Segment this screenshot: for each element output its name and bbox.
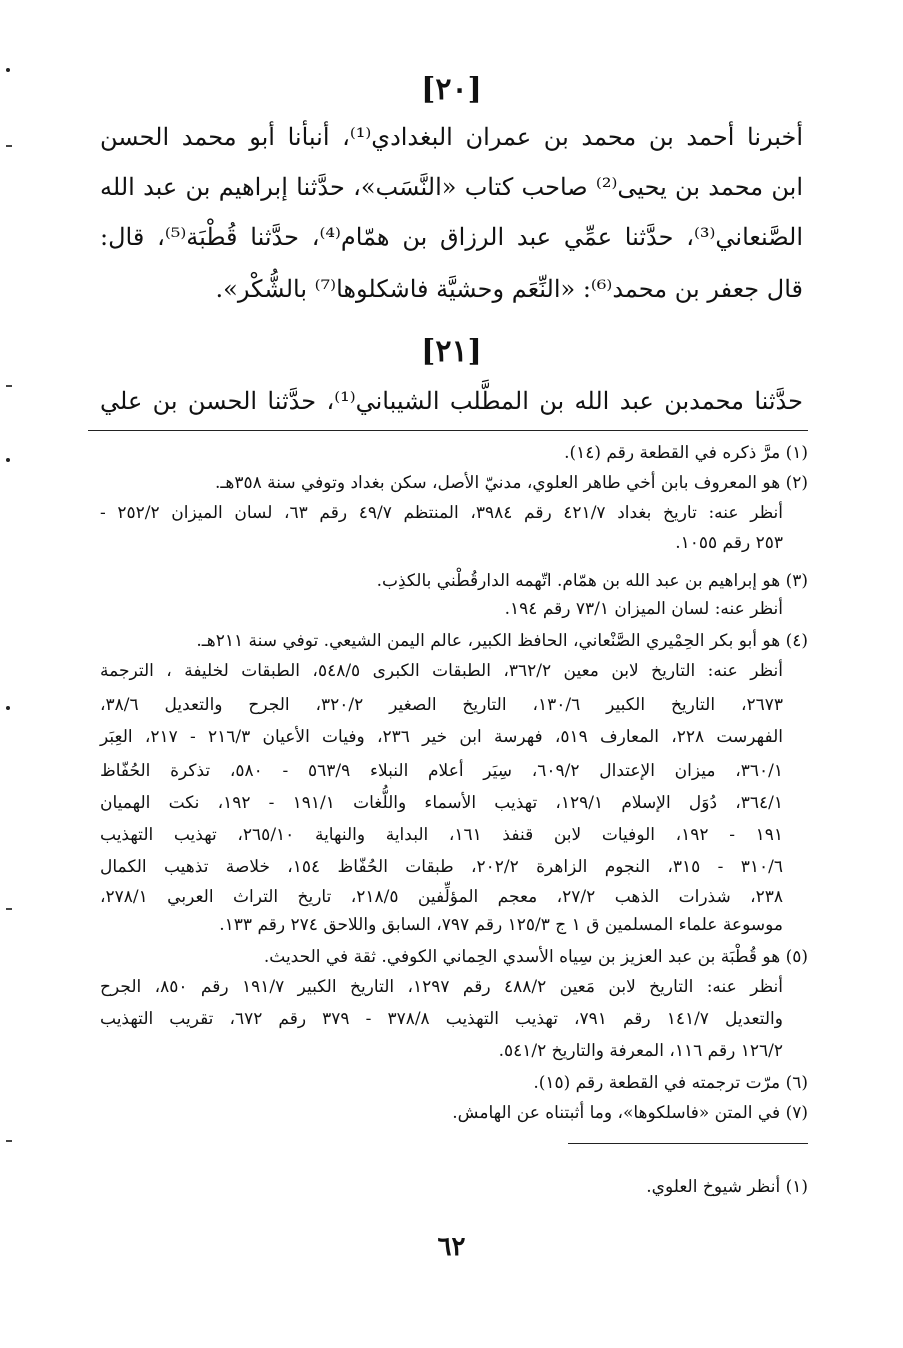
footnote-line: والتعديل ١٤١/٧ رقم ٧٩١، تهذيب التهذيب ٣٧٨/٨ - ٣٧٩ رقم ٦٧٢، تقريب التهذيب <box>100 1009 783 1029</box>
footnote-separator-short <box>568 1143 808 1144</box>
section-heading: [٢١] <box>421 334 482 369</box>
footnote-line: ٢٥٣ رقم ١٠٥٥. <box>675 533 783 553</box>
footnote-line: أنظر عنه: تاريخ بغداد ٤٢١/٧ رقم ٣٩٨٤، المنتظم ٤٩/٧ رقم ٦٣، لسان الميزان ٢٥٢/٢ - <box>100 503 783 523</box>
footnote-line: ٢٣٨، شذرات الذهب ٢٧/٢، معجم المؤلِّفين ٢١٨/٥، تاريخ التراث العربي ٢٧٨/١، <box>100 887 783 907</box>
margin-dot <box>6 458 10 462</box>
footnote-line: ٢٦٧٣، التاريخ الكبير ١٣٠/٦، التاريخ الصغير ٣٢٠/٢، الجرح والتعديل ٣٨/٦، <box>100 695 783 715</box>
section-heading: [٢٠] <box>421 72 482 107</box>
footnote-line: (١) مرَّ ذكره في القطعة رقم (١٤). <box>564 443 808 463</box>
footnote-line: ٣١٠/٦ - ٣١٥، النجوم الزاهرة ٢٠٢/٢، طبقات الحُفّاظ ١٥٤، خلاصة تذهيب الكمال <box>100 857 783 877</box>
footnote-line: ٣٦٤/١، دُوَل الإسلام ١٢٩/١، تهذيب الأسماء واللُّغات ١٩١/١ - ١٩٢، نكت الهميان <box>100 793 783 813</box>
footnote-line: (٥) هو قُطْبَة بن عبد العزيز بن سِياه الأسدي الحِماني الكوفي. ثقة في الحديث. <box>263 947 808 967</box>
footnote-line: موسوعة علماء المسلمين ق ١ ج ١٢٥/٣ رقم ٧٩٧، السابق واللاحق ٢٧٤ رقم ١٣٣. <box>219 915 783 935</box>
footnote-line: الفهرست ٢٢٨، المعارف ٥١٩، فهرسة ابن خير ٢٣٦، وفيات الأعيان ٢١٦/٣ - ٢١٧، العِبَر <box>100 727 783 747</box>
text-line: الصَّنعاني⁽³⁾، حدَّثنا عمِّي عبد الرزاق بن همّام⁽⁴⁾، حدَّثنا قُطْبَة⁽⁵⁾، قال: <box>100 223 804 251</box>
footnote-line: (٢) هو المعروف بابن أخي طاهر العلوي، مدنيّ الأصل، سكن بغداد وتوفي سنة ٣٥٨هـ. <box>214 473 808 493</box>
footnote-line: أنظر عنه: لسان الميزان ٧٣/١ رقم ١٩٤. <box>504 599 783 619</box>
footnote-line: ١٩١ - ١٩٢، الوفيات لابن قنفذ ١٦١، البداية والنهاية ٢٦٥/١٠، تهذيب التهذيب <box>100 825 783 845</box>
footnote-separator <box>88 430 808 431</box>
margin-dash <box>6 1140 12 1142</box>
footnote-line: (٧) في المتن «فاسلكوها»، وما أثبتناه عن الهامش. <box>452 1103 808 1123</box>
footnote-line: (٦) مرّت ترجمته في القطعة رقم (١٥). <box>533 1073 808 1093</box>
margin-dash <box>6 908 12 910</box>
margin-dot <box>6 706 10 710</box>
footnote-line: أنظر عنه: التاريخ لابن معين ٣٦٢/٢، الطبقات الكبرى ٥٤٨/٥، الطبقات لخليفة ، الترجمة <box>100 661 784 681</box>
text-line: أخبرنا أحمد بن محمد بن عمران البغدادي⁽¹⁾، أنبأنا أبو محمد الحسن <box>100 123 803 151</box>
margin-dash <box>6 385 12 387</box>
footnote-line: (٤) هو أبو بكر الحِمْيري الصَّنْعاني، الحافظ الكبير، عالم اليمن الشيعي. توفي سنة ٢١١هـ. <box>196 631 808 651</box>
margin-dash <box>6 145 12 147</box>
footnote-line: (١) أنظر شيوخ العلوي. <box>646 1177 808 1197</box>
footnote-line: ١٢٦/٢ رقم ١١٦، المعرفة والتاريخ ٥٤١/٢. <box>498 1041 783 1061</box>
text-line: ابن محمد بن يحيى⁽²⁾ صاحب كتاب «النَّسَب»، حدَّثنا إبراهيم بن عبد الله <box>100 173 803 201</box>
footnote-line: ٣٦٠/١، ميزان الإعتدال ٦٠٩/٢، سِيَر أعلام النبلاء ٥٦٣/٩ - ٥٨٠، تذكرة الحُفّاظ <box>100 761 783 781</box>
page-number: ٦٢ <box>437 1232 466 1262</box>
footnote-line: أنظر عنه: التاريخ لابن مَعين ٤٨٨/٢ رقم ١٢٩٧، التاريخ الكبير ١٩١/٧ رقم ٨٥٠، الجرح <box>100 977 783 997</box>
text-line: حدَّثنا محمدبن عبد الله بن المطَّلب الشيباني⁽¹⁾، حدَّثنا الحسن بن علي <box>100 387 803 415</box>
text-line: قال جعفر بن محمد⁽⁶⁾: «النِّعَم وحشيَّة فاشكلوها⁽⁷⁾ بالشُّكْر». <box>215 275 803 303</box>
footnote-line: (٣) هو إبراهيم بن عبد الله بن همّام. اتّهمه الدارقُطْني بالكذِب. <box>376 571 808 591</box>
